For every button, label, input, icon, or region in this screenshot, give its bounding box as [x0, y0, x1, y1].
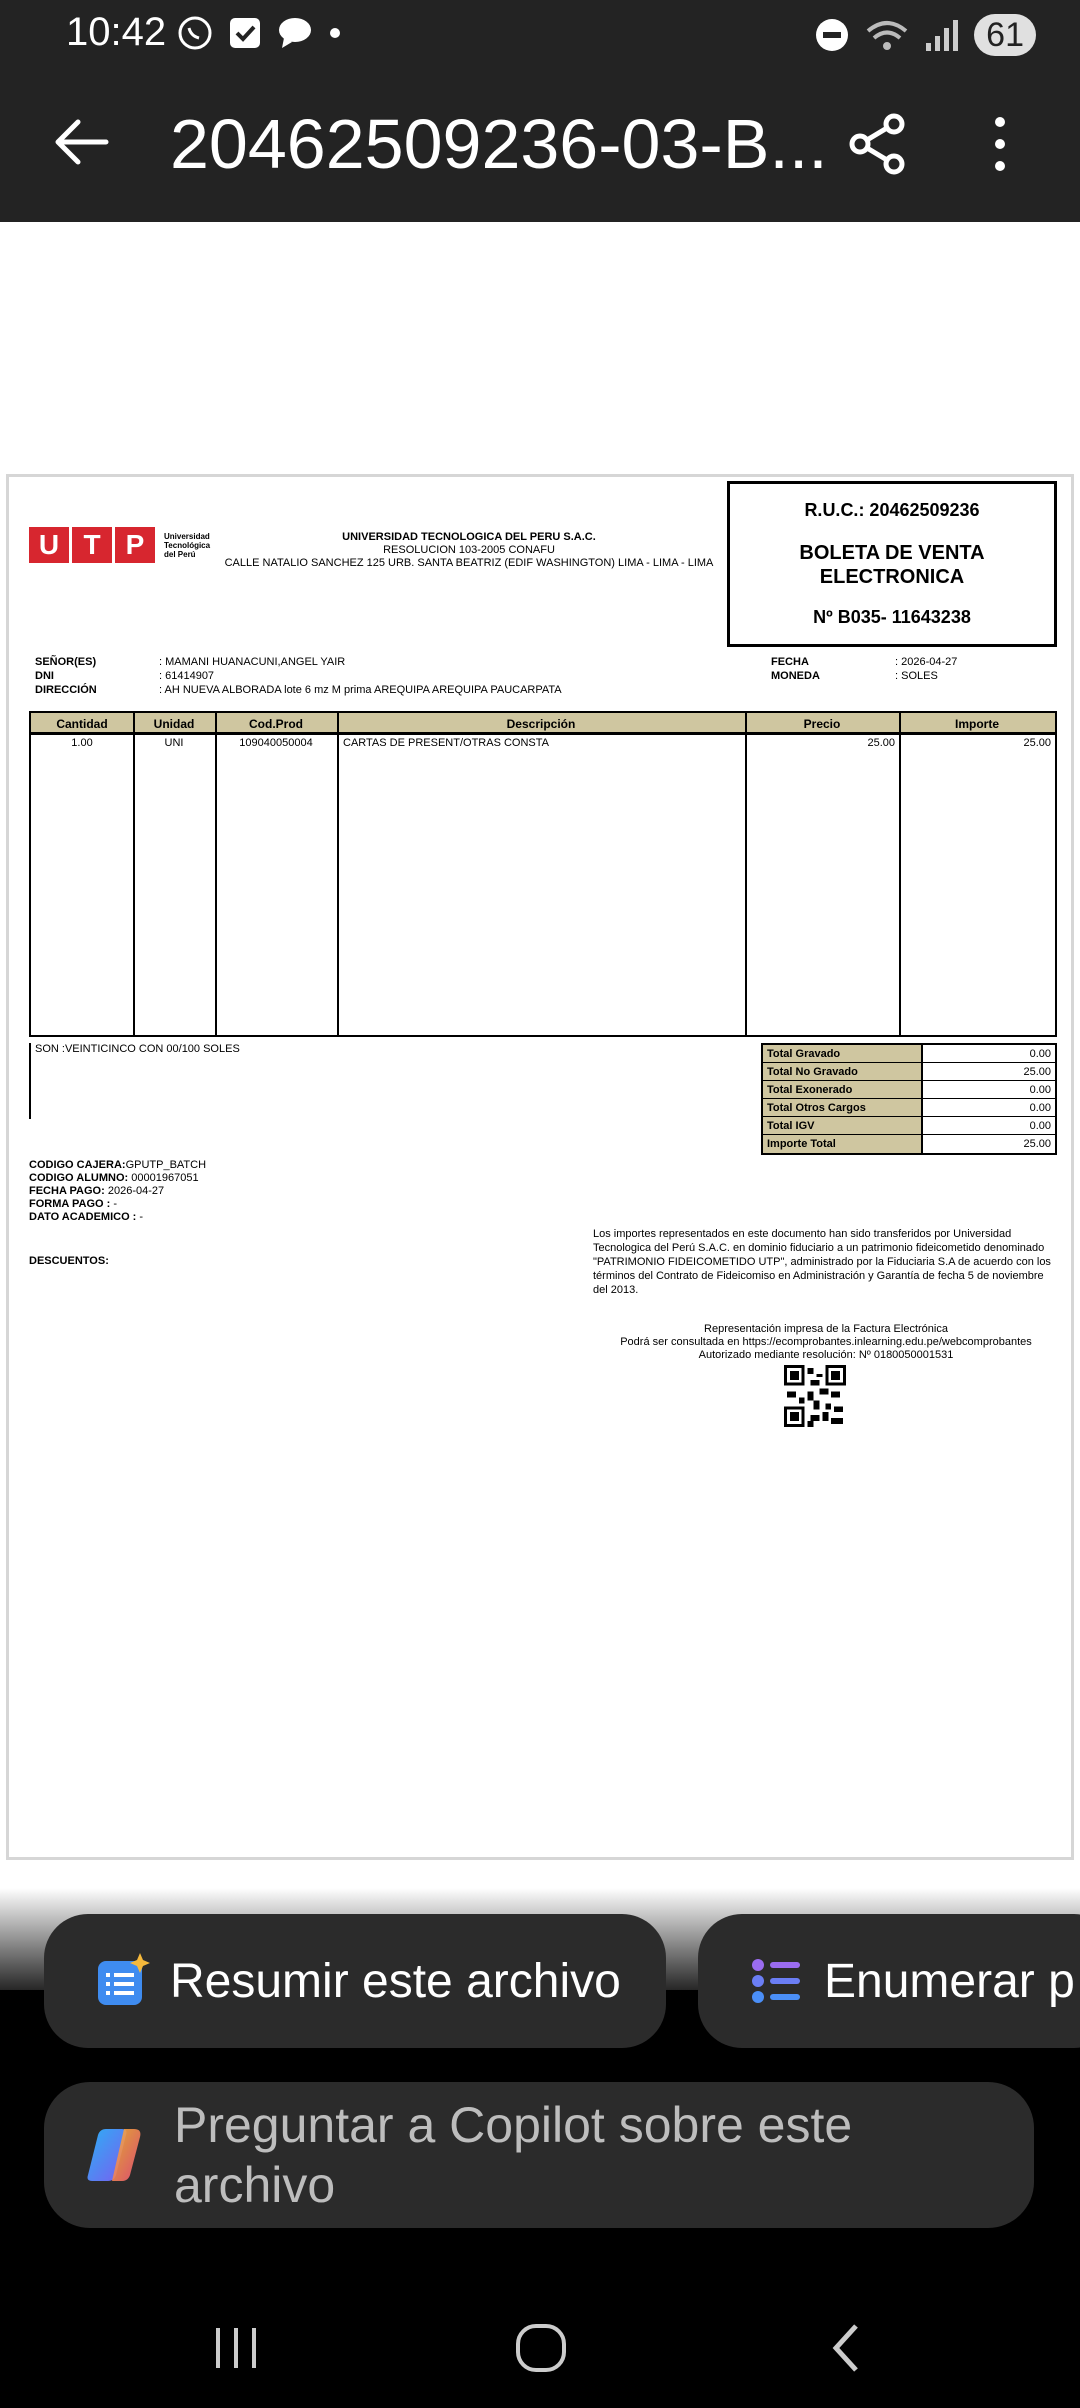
header-codprod: Cod.Prod: [249, 717, 303, 731]
total-exonerado-value: 0.00: [1029, 1084, 1051, 1096]
header-cantidad: Cantidad: [56, 717, 108, 731]
logo-letter-p: P: [115, 527, 155, 563]
total-igv-label: Total IGV: [763, 1117, 923, 1134]
cell-descripcion: CARTAS DE PRESENT/OTRAS CONSTA: [343, 737, 549, 749]
enumerate-button[interactable]: [698, 1914, 1080, 2048]
col-divider: [745, 713, 747, 1035]
col-divider: [133, 713, 135, 1035]
company-resolution: RESOLUCION 103-2005 CONAFU: [383, 544, 555, 556]
total-row: [763, 1135, 1055, 1153]
total-row: [763, 1081, 1055, 1099]
total-gravado-value: 0.00: [1029, 1048, 1051, 1060]
cajera-value: GPUTP_BATCH: [125, 1159, 207, 1171]
signal-icon: [924, 17, 960, 53]
total-otros-cargos-value: 0.00: [1029, 1102, 1051, 1114]
cell-unidad: UNI: [164, 737, 184, 749]
moneda-value: : SOLES: [895, 670, 938, 682]
notification-icons: [176, 14, 342, 52]
ask-copilot-input[interactable]: [44, 2082, 1034, 2228]
total-gravado-label: Total Gravado: [763, 1045, 923, 1062]
total-row: [763, 1117, 1055, 1135]
recent-apps-icon[interactable]: [212, 2318, 262, 2378]
direccion-value: : AH NUEVA ALBORADA lote 6 mz M prima AREQUIPA AREQUIPA PAUCARPATA: [159, 684, 562, 696]
logo-letter-t: T: [72, 527, 112, 563]
moneda-label: MONEDA: [771, 670, 820, 682]
items-table: [29, 711, 1057, 1037]
forma-pago-label: FORMA PAGO :: [29, 1198, 111, 1210]
company-address: CALLE NATALIO SANCHEZ 125 URB. SANTA BEATRIZ (EDIF WASHINGTON) LIMA - LIMA - LIMA: [224, 557, 714, 569]
logo-subtitle: Universidad Tecnológica del Perú: [164, 531, 211, 559]
total-no-gravado-value: 25.00: [1023, 1066, 1051, 1078]
representation-line: Podrá ser consultada en https://ecomprobantes.inlearning.edu.pe/webcomprobantes: [620, 1336, 1032, 1348]
back-arrow-icon[interactable]: [48, 110, 112, 174]
document-number: Nº B035- 11643238: [813, 607, 971, 627]
ask-copilot-placeholder: Preguntar a Copilot sobre este archivo: [174, 2097, 853, 2213]
client-info: [35, 655, 562, 697]
more-options-icon[interactable]: [980, 112, 1020, 176]
total-otros-cargos-label: Total Otros Cargos: [763, 1099, 923, 1116]
invoice-page: [6, 474, 1074, 1860]
header-unidad: Unidad: [153, 717, 195, 731]
checkbox-icon: [228, 16, 262, 50]
representation-line: Autorizado mediante resolución: Nº 0180050001531: [698, 1349, 954, 1361]
fecha-value: : 2026-04-27: [895, 656, 958, 668]
total-igv-value: 0.00: [1029, 1120, 1051, 1132]
cell-precio: 25.00: [867, 737, 895, 749]
dato-academico-value: -: [139, 1211, 144, 1223]
col-divider: [337, 713, 339, 1035]
enumerate-label: Enumerar p: [824, 1954, 1075, 2008]
amount-in-words: SON :VEINTICINCO CON 00/100 SOLES: [29, 1043, 240, 1119]
cell-cantidad: 1.00: [71, 737, 93, 749]
copilot-logo-icon: [84, 2123, 148, 2187]
total-row: [763, 1045, 1055, 1063]
importe-total-value: 25.00: [1023, 1138, 1051, 1150]
top-bar: [0, 0, 1080, 222]
file-title: 20462509236-03-B...: [170, 105, 828, 183]
header-importe: Importe: [954, 717, 999, 731]
utp-logo: [29, 527, 218, 563]
fecha-pago-value: 2026-04-27: [107, 1185, 165, 1197]
direccion-label: DIRECCIÓN: [35, 684, 97, 696]
dot-icon: [328, 26, 342, 40]
cell-codprod: 109040050004: [239, 737, 313, 749]
totals-table: [761, 1043, 1057, 1155]
alumno-label: CODIGO ALUMNO:: [29, 1172, 129, 1184]
cajera-label: CODIGO CAJERA:: [29, 1159, 126, 1171]
senores-value: : MAMANI HUANACUNI,ANGEL YAIR: [159, 656, 346, 668]
total-row: [763, 1063, 1055, 1081]
date-info: [771, 655, 957, 683]
document-viewer[interactable]: [0, 222, 1080, 1888]
ruc-number: R.U.C.: 20462509236: [804, 500, 980, 520]
alumno-value: 00001967051: [131, 1172, 199, 1184]
header-precio: Precio: [803, 717, 841, 731]
senores-label: SEÑOR(ES): [35, 656, 97, 668]
chat-bubble-icon: [276, 16, 314, 50]
system-icons: [814, 14, 1036, 56]
dni-value: : 61414907: [159, 670, 215, 682]
ruc-box: [727, 481, 1057, 647]
total-row: [763, 1099, 1055, 1117]
cell-importe: 25.00: [1023, 737, 1051, 749]
summarize-file-label: Resumir este archivo: [170, 1954, 621, 2008]
fecha-pago-label: FECHA PAGO:: [29, 1185, 105, 1197]
list-sparkle-icon: [94, 1953, 150, 2009]
payment-meta: [29, 1159, 206, 1224]
col-divider: [215, 713, 217, 1035]
company-name: UNIVERSIDAD TECNOLOGICA DEL PERU S.A.C.: [342, 531, 596, 543]
whatsapp-icon: [176, 14, 214, 52]
wifi-icon: [864, 17, 910, 53]
legal-notice: Los importes representados en este documento han sido transferidos por Universidad Tecnologica del Perú S.A.C. en dominio fiduciario a un patrimonio fideicometido denominado "PATRIMONIO FIDEICOMETIDO UTP", administrado por la Fiduciaria S.A de acuerdo con los términos del Contrato de Fideicomiso en Administración y Garantía de fecha 5 de noviembre del 2013.: [593, 1228, 1051, 1296]
home-icon[interactable]: [512, 2318, 572, 2378]
representation-note: [593, 1323, 1059, 1362]
document-type: BOLETA DE VENTA ELECTRONICA: [799, 542, 985, 588]
dato-academico-label: DATO ACADEMICO :: [29, 1211, 137, 1223]
importe-total-label: Importe Total: [763, 1135, 923, 1153]
total-exonerado-label: Total Exonerado: [763, 1081, 923, 1098]
total-no-gravado-label: Total No Gravado: [763, 1063, 923, 1080]
descuentos-label: DESCUENTOS:: [29, 1255, 109, 1267]
logo-letter-u: U: [29, 527, 69, 563]
list-icon: [748, 1953, 804, 2009]
battery-indicator: 61: [974, 14, 1036, 56]
representation-line: Representación impresa de la Factura Electrónica: [704, 1323, 948, 1335]
header-descripcion: Descripción: [506, 717, 576, 731]
col-divider: [899, 713, 901, 1035]
dni-label: DNI: [35, 670, 54, 682]
back-nav-icon[interactable]: [822, 2318, 872, 2378]
share-icon[interactable]: [846, 112, 910, 176]
qr-code-icon: [784, 1365, 846, 1427]
company-header: [209, 531, 729, 570]
summarize-file-button[interactable]: [44, 1914, 666, 2048]
forma-pago-value: -: [113, 1198, 118, 1210]
do-not-disturb-icon: [814, 17, 850, 53]
fecha-label: FECHA: [771, 656, 809, 668]
status-time: 10:42: [66, 10, 167, 54]
